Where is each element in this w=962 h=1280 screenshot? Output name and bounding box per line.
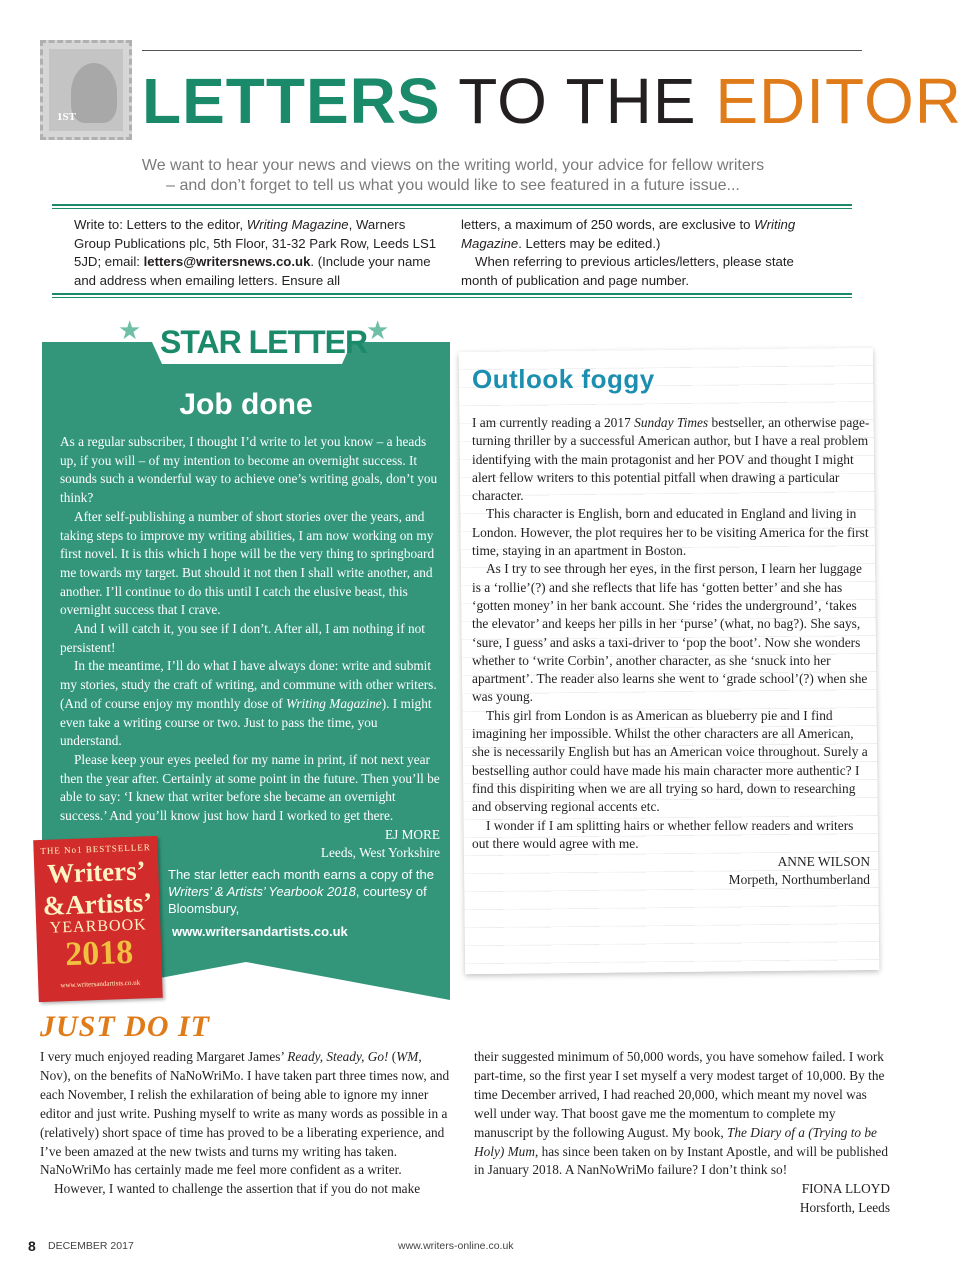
paragraph: This girl from London is as American as blueberry pie and I find imagining her impossible. Whilst the other characters are all American, she is necessarily English but has an American voice throughout. Surely a bestselling author could have made his main character more authentic? I find this dispiriting when we are all trying so hard, down to researching and observing regional accents etc.	[472, 707, 868, 815]
paragraph-text: , Nov), on the benefits of NaNoWriMo. I have taken part three times now, and each November, I relish the exhilaration of being able to ignore my inner editor and just write. Pushing myself to write as many words as possible in a (relatively) short space of time has proved to be a liberating experience, and I’ve been amazed at the new twists and turns my writing has taken. NaNoWriMo has certainly made me feel more confident as a writer.	[40, 1049, 450, 1178]
paragraph-text: In the meantime, I’ll do what I have always done: write and submit my stories, study the craft of writing, and commune with other writers. (And of course enjoy my monthly dose of	[60, 658, 437, 711]
title-word-letters: LETTERS	[142, 65, 441, 137]
paragraph	[40, 1048, 452, 1180]
magazine-abbrev: WM	[396, 1049, 419, 1064]
paragraph: As a regular subscriber, I thought I’d write to let you know – a heads up, if you will – of my intention to become an overnight success. It sounds such a wonderful way to achieve one’s writing goals, don’t you think?	[60, 434, 438, 506]
author-location: Horsforth, Leeds	[799, 1200, 890, 1216]
page-number: 8	[28, 1238, 36, 1254]
paragraph: However, I wanted to challenge the assertion that if you do not make	[54, 1181, 421, 1197]
author-location: Morpeth, Northumberland	[728, 872, 870, 888]
star-letter-label: STAR LETTER	[160, 324, 368, 360]
paragraph-text: (	[388, 1049, 397, 1064]
divider-rule	[52, 204, 852, 206]
email-link[interactable]: letters@writersnews.co.uk	[143, 254, 311, 270]
star-letter-title: Job done	[179, 388, 313, 421]
prize-book-name: Writers’ & Artists’ Yearbook 2018	[168, 884, 356, 899]
paragraph-text: I very much enjoyed reading Margaret James’	[40, 1049, 288, 1064]
paragraph: This character is English, born and educated in England and living in London. However, the plot requires her to be visiting America for the first time, staying in an apartment in Boston.	[472, 506, 869, 559]
paragraph: I wonder if I am splitting hairs or whether fellow readers and writers out there would agree with me.	[472, 817, 854, 851]
book-name: Ready, Steady, Go!	[287, 1049, 389, 1064]
letter-body-right	[474, 1048, 890, 1218]
author-name: ANNE WILSON	[777, 854, 870, 870]
paragraph-text: their suggested minimum of 50,000 words, you have somehow failed. I work part-time, so the first year I set myself a very modest target of 10,000. By the time December arrived, I had reached 20,000, which meant my novel was well under way. That boost gave me the momentum to complete my manuscript by the following August. My book,	[474, 1049, 885, 1140]
intro-line-2: – and don’t forget to tell us what you would like to see featured in a future issue...	[166, 177, 740, 194]
issue-date: DECEMBER 2017	[48, 1240, 134, 1252]
divider-rule	[52, 293, 852, 295]
prize-text-part: The star letter each month earns a copy of the	[168, 867, 434, 882]
stamp-label: 1ST	[57, 111, 76, 123]
write-to-text: . Letters may be edited.)	[518, 235, 661, 251]
magazine-name: Writing Magazine	[286, 695, 382, 711]
website-link[interactable]: www.writers-online.co.uk	[398, 1240, 514, 1252]
book-year: 2018	[64, 933, 134, 974]
letter-body	[472, 414, 870, 890]
paragraph-text: bestseller, an otherwise page-turning thriller by a successful American author, but I have a real problem identifying with the main protagonist and her POV and thought I might alert fellow writers to this potential pitfall when drawing a particular character.	[472, 415, 870, 504]
intro-line-1: We want to hear your news and views on the writing world, your advice for fellow writers	[141, 157, 765, 174]
paragraph	[472, 414, 870, 505]
paragraph: Please keep your eyes peeled for my name in print, if not next year then the year after. Certainly at some point in the future. Then you’ll be able to say: ‘I knew that writer before she became an overnight success.’ And you’ll know just how hard I worked to get there.	[60, 751, 440, 824]
paragraph-text: I am currently reading a 2017	[472, 415, 635, 430]
title-word-editor: EDITOR	[715, 65, 962, 137]
letter-title: JUST DO IT	[40, 1010, 211, 1043]
write-to-text: letters, a maximum of 250 words, are exclusive to	[461, 217, 755, 232]
write-to-text: , Warners Group Publications plc, 5th Floor, 31-32 Park Row, Leeds LS1 5JD; email:	[74, 217, 437, 270]
book-name: The Diary of a (Trying to be Holy) Mum	[474, 1124, 877, 1159]
title-word-to-the: TO THE	[458, 65, 697, 137]
paragraph-text: ). I might even take a writing course or two. Just to pass the time, you understand.	[60, 695, 432, 749]
write-to-text: When referring to previous articles/letters, please state month of publication and page number.	[461, 254, 794, 288]
paragraph-text: , has since been taken on by Instant Apostle, and will be published in January 2018. A NanNoWriMo failure? I don’t think so!	[474, 1143, 888, 1178]
top-divider	[142, 50, 862, 51]
magazine-name: Writing Magazine	[246, 217, 349, 232]
paragraph: And I will catch it, you see if I don’t. After all, I am nothing if not persistent!	[60, 621, 425, 655]
magazine-name: Writing Magazine	[461, 217, 796, 251]
author-name: FIONA LLOYD	[801, 1181, 890, 1197]
page-title	[142, 66, 962, 136]
yearbook-cover-image	[33, 836, 163, 1002]
letter-body-left	[40, 1048, 452, 1199]
book-url: www.writersandartists.co.uk	[60, 978, 141, 990]
paragraph: As I try to see through her eyes, in the first person, I learn her luggage is a ‘rollie’(?) and she reflects that life has ‘gotten better’ and she has ‘gotten money’ in her bank account. She ‘rides the underground’, ‘takes the elevator’ and keeps her pills in her ‘purse’ (what, no bag?). She says, ‘sure, I guess’ and asks a taxi-driver to ‘pop the boot’. Now she wonders whether to ‘write Corbin’, another character, as she ‘snuck into her apartment’. The reader also learns she went to ‘grade school’(?) when she was young.	[472, 561, 868, 705]
paragraph	[60, 657, 440, 751]
author-location: Leeds, West Yorkshire	[320, 845, 440, 861]
postage-stamp-icon	[40, 40, 132, 140]
book-title-line: YEARBOOK	[49, 916, 147, 937]
prize-text	[168, 866, 438, 917]
paragraph: After self-publishing a number of short stories over the years, and taking steps to improve my writing abilities, I am now working on my first novel. It is this which I hope will be the very thing to springboard me towards my target. But should it not then I shall write another, and another. I’ll continue to do this until I catch the elusive beast, this overnight success that I crave.	[60, 508, 435, 618]
star-icon: ★	[366, 316, 390, 345]
book-title-line: Writers’	[46, 855, 147, 889]
divider-rule	[52, 208, 852, 209]
book-title-line: &Artists’	[42, 887, 153, 921]
write-to-text: Write to: Letters to the editor,	[74, 217, 247, 232]
intro-text	[60, 156, 846, 196]
book-tagline: THE No1 BESTSELLER	[40, 842, 151, 856]
star-icon: ★	[118, 316, 142, 345]
letter-title: Outlook foggy	[472, 364, 655, 394]
author-name: EJ MORE	[384, 826, 440, 842]
paragraph	[474, 1048, 890, 1180]
prize-url-link[interactable]: www.writersandartists.co.uk	[172, 924, 348, 939]
write-to-right	[461, 216, 831, 290]
prize-text-part: , courtesy of Bloomsbury,	[168, 884, 427, 916]
write-to-text: . (Include your name and address when emailing letters. Ensure all	[74, 254, 431, 288]
write-to-left	[74, 216, 444, 290]
divider-rule	[52, 297, 852, 298]
star-letter-body	[60, 433, 440, 863]
newspaper-name: Sunday Times	[634, 415, 709, 430]
